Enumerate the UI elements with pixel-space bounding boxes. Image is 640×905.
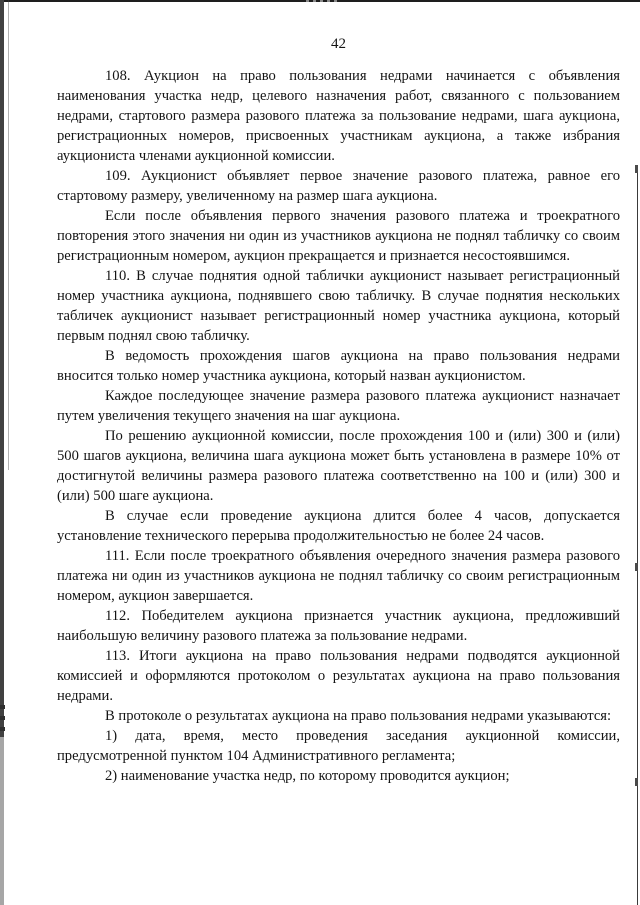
paragraph-110-cont-4: В случае если проведение аукциона длится более 4 часов, допускается установление технического перерыва продолжительностью не более 24 часов. <box>57 508 620 544</box>
scan-mark-right-tick <box>635 778 638 786</box>
scan-edge-right-line <box>637 172 638 905</box>
list-item-2: 2) наименование участка недр, по которому проводится аукцион; <box>105 768 510 784</box>
paragraph-110: 110. В случае поднятия одной таблички аукционист называет регистрационный номер участника аукциона, поднявшего свою табличку. В случае поднятия нескольких табличек аукционист называет регистрационный номер участника аукциона, который первым поднял свою табличку. <box>57 268 620 344</box>
paragraph-108: 108. Аукцион на право пользования недрами начинается с объявления наименования участка недр, целевого назначения работ, связанного с пользованием недрами, стартового размера разового платежа за пользование недрами, шага аукциона, регистрационных номеров, присвоенных участникам аукциона, а также избрания аукциониста членами аукционной комиссии. <box>57 68 620 164</box>
list-item-1: 1) дата, время, место проведения заседания аукционной комиссии, предусмотренной пунктом 104 Административного регламента; <box>57 728 620 764</box>
scan-edge-top-gap <box>306 0 340 2</box>
paragraph-109: 109. Аукционист объявляет первое значение разового платежа, равное его стартовому размеру, увеличенному на размер шага аукциона. <box>57 168 620 204</box>
paragraph-111: 111. Если после троекратного объявления очередного значения размера разового платежа ни один из участников аукциона не поднял табличку со своим регистрационным номером, аукцион завершается. <box>57 548 620 604</box>
scan-edge-left-inner-line <box>8 0 9 470</box>
scan-mark-right-tick <box>635 165 638 173</box>
scan-edge-left-bar-dark <box>0 0 4 737</box>
paragraph-110-cont-2: Каждое последующее значение размера разового платежа аукционист назначает путем увеличения текущего значения на шаг аукциона. <box>57 388 620 424</box>
document-body <box>57 66 620 786</box>
scan-mark-left-dash <box>0 705 5 709</box>
page-number: 42 <box>331 36 346 52</box>
scan-mark-left-dash <box>0 716 5 720</box>
paragraph-110-cont-1: В ведомость прохождения шагов аукциона на право пользования недрами вносится только номер участника аукциона, который назван аукционистом. <box>57 348 620 384</box>
paragraph-113: 113. Итоги аукциона на право пользования недрами подводятся аукционной комиссией и оформляются протоколом о результатах аукциона на право пользования недрами. <box>57 648 620 704</box>
paragraph-110-cont-3: По решению аукционной комиссии, после прохождения 100 и (или) 300 и (или) 500 шагов аукциона, величина шага аукциона может быть установлена в размере 10% от достигнутой величины размера разового платежа соответственно на 100 и (или) 300 и (или) 500 шаге аукциона. <box>57 428 620 504</box>
scan-edge-left-bar-light <box>0 737 4 905</box>
paragraph-109-cont: Если после объявления первого значения разового платежа и троекратного повторения этого значения ни один из участников аукциона не поднял табличку со своим регистрационным номером, аукцион прекращается и признается несостоявшимся. <box>57 208 620 264</box>
scan-mark-right-tick <box>635 563 638 571</box>
paragraph-112: 112. Победителем аукциона признается участник аукциона, предложивший наибольшую величину разового платежа за пользование недрами. <box>57 608 620 644</box>
paragraph-113-cont: В протоколе о результатах аукциона на право пользования недрами указываются: <box>105 708 612 724</box>
scan-mark-left-dash <box>0 727 5 731</box>
